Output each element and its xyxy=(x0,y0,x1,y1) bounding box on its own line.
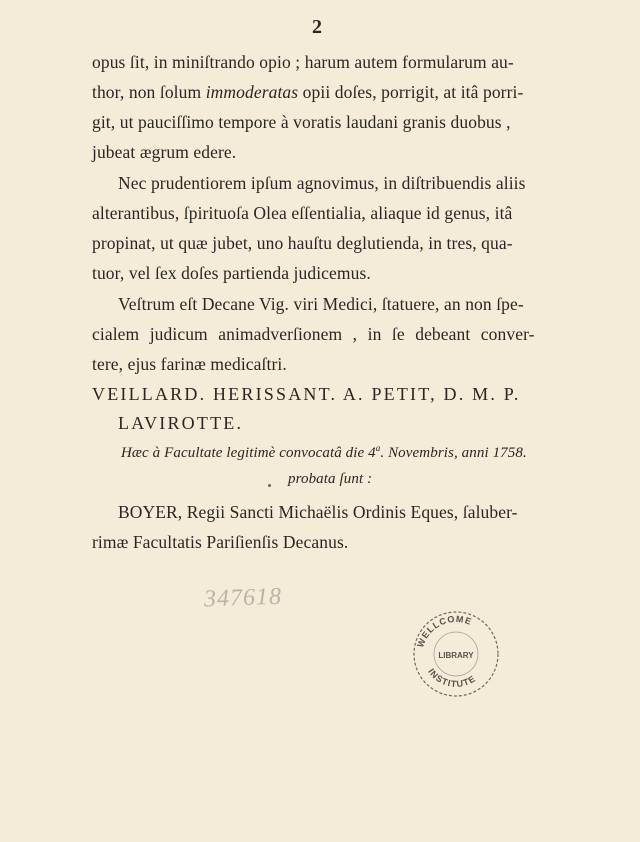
body-line: Nec prudentiorem ipſum agnovimus, in diſtribuendis aliis xyxy=(118,173,526,193)
body-line xyxy=(92,82,523,103)
stamp-top-text: WELLCOME xyxy=(415,613,474,649)
approval-line xyxy=(121,443,527,462)
signatories-line: LAVIROTTE. xyxy=(118,413,244,433)
approval-superscript: a xyxy=(375,443,381,453)
ink-speck xyxy=(268,484,271,487)
body-line: tuor, vel ſex doſes partienda judicemus. xyxy=(92,263,371,283)
italic-term: immoderatas xyxy=(205,82,299,102)
body-line: jubeat ægrum edere. xyxy=(92,142,237,162)
approval-line: probata ſunt : xyxy=(288,471,373,487)
body-line: Veſtrum eſt Decane Vig. viri Medici, ſtatuere, an non ſpe- xyxy=(118,294,524,314)
dean-line: BOYER, Regii Sancti Michaëlis Ordinis Eques, ſaluber- xyxy=(118,502,518,522)
body-text: opii doſes, porrigit, at itâ porri- xyxy=(298,82,524,102)
library-stamp xyxy=(408,604,504,700)
page-number: 2 xyxy=(312,16,322,38)
approval-text: Hæc à Facultate legitimè convocatâ die 4 xyxy=(121,445,376,461)
body-line: propinat, ut quæ jubet, uno hauſtu deglutienda, in tres, qua- xyxy=(92,233,513,253)
body-text: thor, non ſolum xyxy=(92,82,206,102)
stamp-center-text: LIBRARY xyxy=(438,651,474,660)
body-line: git, ut pauciſſimo tempore à voratis laudani granis duobus , xyxy=(92,112,511,132)
signatories-line: VEILLARD. HERISSANT. A. PETIT, D. M. P. xyxy=(92,384,521,404)
handwritten-accession-number: 347618 xyxy=(203,583,283,613)
svg-text:INSTITUTE xyxy=(426,667,477,689)
body-line: tere, ejus farinæ medicaſtri. xyxy=(92,354,287,374)
body-line: opus ſit, in miniſtrando opio ; harum autem formularum au- xyxy=(92,52,514,72)
stamp-bottom-text: INSTITUTE xyxy=(426,666,478,690)
body-line: alterantibus, ſpirituoſa Olea eſſentialia, aliaque id genus, itâ xyxy=(92,203,513,223)
body-line: cialem judicum animadverſionem , in ſe debeant conver- xyxy=(92,324,535,344)
approval-text: . Novembris, anni 1758. xyxy=(380,445,527,461)
svg-text:WELLCOME xyxy=(415,614,473,649)
dean-line: rimæ Facultatis Pariſienſis Decanus. xyxy=(92,532,349,552)
